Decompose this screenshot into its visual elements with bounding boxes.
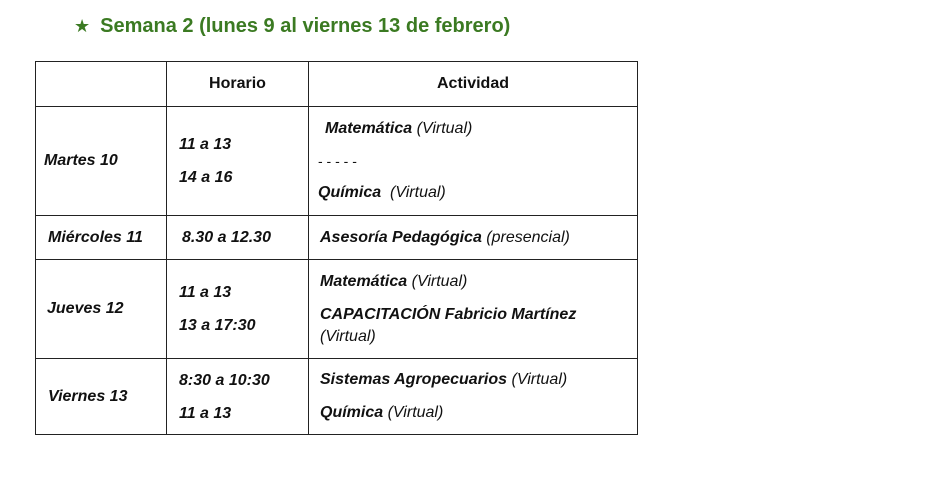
activity-cell	[309, 359, 638, 435]
time-slot: 8.30 a 12.30	[182, 229, 271, 246]
day-cell: Jueves 12	[36, 260, 167, 359]
activity-item: Matemática (Virtual)	[320, 272, 468, 290]
activity-item: Sistemas Agropecuarios (Virtual)	[320, 371, 568, 388]
table-row	[36, 260, 638, 359]
time-cell	[167, 107, 309, 216]
header-actividad: Actividad	[309, 62, 638, 107]
star-icon: ★	[74, 16, 91, 36]
time-slot: 11 a 13	[179, 404, 232, 422]
day-cell: Miércoles 11	[36, 216, 167, 260]
activity-cell	[309, 260, 638, 359]
activity-item: Química (Virtual)	[320, 404, 444, 421]
table-header-row	[36, 62, 638, 107]
activity-item: Asesoría Pedagógica (presencial)	[320, 228, 570, 246]
activity-cell	[309, 216, 638, 260]
section-heading	[74, 12, 510, 40]
day-cell: Viernes 13	[36, 359, 167, 435]
table-row	[36, 359, 638, 435]
time-slot: 11 a 13	[179, 284, 232, 301]
time-slot: 13 a 17:30	[179, 317, 256, 334]
table-row	[36, 107, 638, 216]
time-slot: 14 a 16	[179, 169, 233, 186]
time-slot: 8:30 a 10:30	[179, 371, 270, 389]
day-cell: Martes 10	[36, 107, 167, 216]
activity-item: CAPACITACIÓN Fabricio Martínez (Virtual)	[320, 305, 577, 345]
time-cell	[167, 359, 309, 435]
activity-cell	[309, 107, 638, 216]
time-cell	[167, 260, 309, 359]
time-cell	[167, 216, 309, 260]
header-horario: Horario	[167, 62, 309, 107]
header-day	[36, 62, 167, 107]
activity-item: Química (Virtual)	[318, 184, 446, 201]
activity-item: Matemática (Virtual)	[325, 120, 473, 137]
schedule-table	[35, 61, 638, 435]
time-slot: 11 a 13	[179, 136, 232, 153]
table-row	[36, 216, 638, 260]
separator: - - - - -	[318, 153, 357, 169]
section-title: Semana 2 (lunes 9 al viernes 13 de febrero)	[100, 14, 511, 37]
